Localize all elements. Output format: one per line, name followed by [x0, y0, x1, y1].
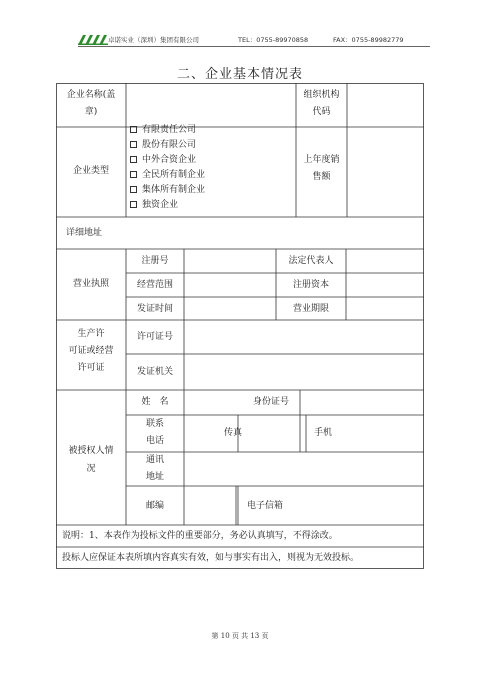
- option-sino-foreign[interactable]: 中外合资企业: [130, 155, 205, 166]
- checkbox[interactable]: [130, 186, 137, 193]
- label-org-code: 组织机构 代码: [303, 90, 340, 117]
- header-tel: TEL：0755-89970858: [238, 36, 309, 44]
- label-op-period: 营业期限: [292, 304, 329, 314]
- label-prev-sales: 上年度销 售额: [303, 155, 340, 182]
- company-logo-icon: [78, 35, 108, 45]
- label-reg-capital: 注册资本: [292, 280, 329, 290]
- label-issue-date: 发证时间: [136, 304, 173, 314]
- option-state-owned[interactable]: 全民所有制企业: [130, 170, 205, 181]
- label-reg-no: 注册号: [141, 256, 169, 266]
- form-grid: [56, 83, 424, 569]
- checkbox[interactable]: [130, 141, 137, 148]
- page-header: [78, 34, 430, 46]
- label-email: 电子信箱: [246, 501, 283, 511]
- page-number: 第 10 页 共 13 页: [211, 632, 269, 640]
- page-title: 二、企业基本情况表: [176, 67, 303, 82]
- label-scope: 经营范围: [136, 280, 173, 290]
- label-id-no: 身份证号: [252, 397, 289, 407]
- option-sole-proprietor[interactable]: 独资企业: [130, 200, 205, 211]
- label-name: 姓 名: [141, 397, 169, 407]
- label-postcode: 邮编: [145, 501, 164, 511]
- note-line-2: 投标人应保证本表所填内容真实有效，如与事实有出入，则视为无效投标。: [62, 553, 360, 563]
- label-address: 详细地址: [66, 228, 103, 238]
- label-authorized-person: 被授权人情 况: [68, 446, 114, 474]
- label-fax: 传真: [223, 428, 242, 438]
- label-permit-no: 许可证号: [136, 332, 173, 342]
- option-list: [130, 125, 205, 211]
- label-contact-phone: 联系 电话: [145, 419, 164, 446]
- label-permit: 生产许 可证或经营 许可证: [68, 329, 114, 373]
- option-collective[interactable]: 集体所有制企业: [130, 185, 205, 196]
- checkbox[interactable]: [130, 126, 137, 133]
- checkbox[interactable]: [130, 171, 137, 178]
- header-company: 卓诺实业（深圳）集团有限公司: [108, 36, 199, 44]
- note-line-1: 说明：1、本表作为投标文件的重要部分，务必认真填写，不得涂改。: [62, 531, 338, 541]
- option-joint-stock[interactable]: 股份有限公司: [130, 140, 205, 151]
- label-company-name: 企业名称(盖 章): [66, 90, 116, 117]
- enterprise-info-form: [56, 83, 424, 569]
- label-mobile: 手机: [313, 428, 332, 438]
- option-llc[interactable]: 有限责任公司: [130, 125, 205, 136]
- header-fax: FAX：0755-89982779: [333, 36, 404, 44]
- label-business-license: 营业执照: [72, 279, 109, 289]
- checkbox[interactable]: [130, 156, 137, 163]
- label-legal-rep: 法定代表人: [288, 256, 334, 266]
- label-mail-address: 通讯 地址: [145, 455, 164, 482]
- checkbox[interactable]: [130, 201, 137, 208]
- label-issuing-authority: 发证机关: [136, 367, 173, 377]
- header-divider: [78, 46, 430, 47]
- label-company-type: 企业类型: [72, 166, 109, 176]
